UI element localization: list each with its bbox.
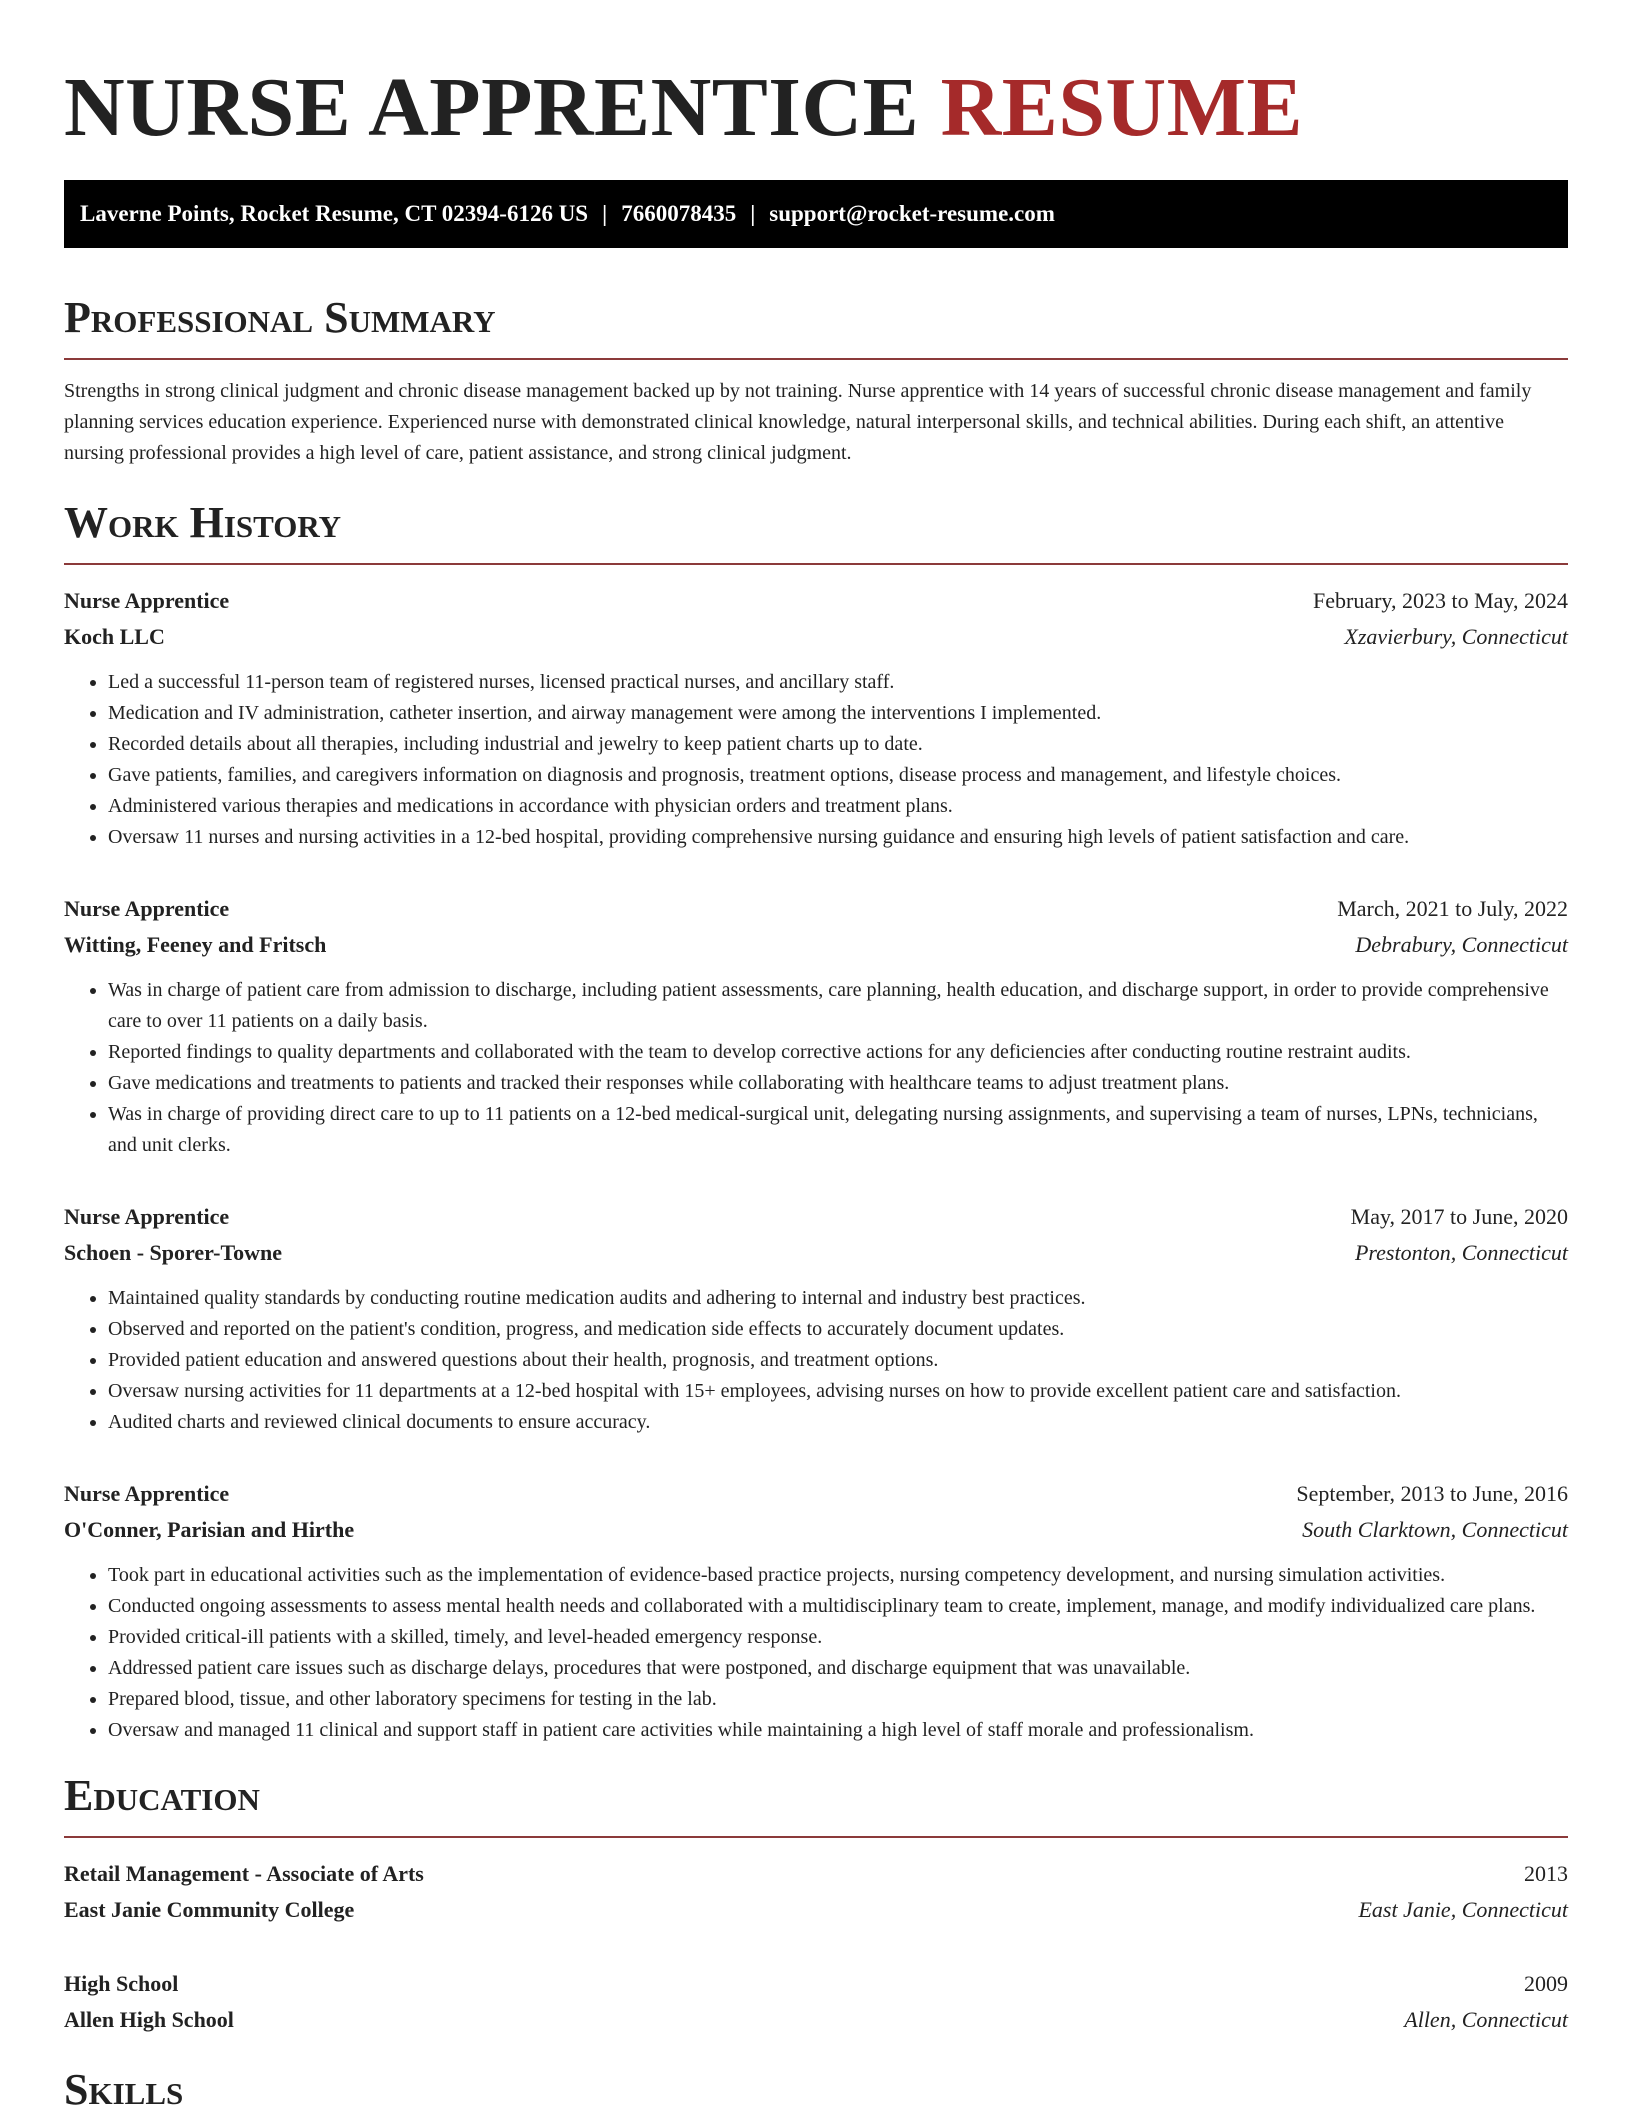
job-title: Nurse Apprentice	[64, 588, 230, 613]
job-bullet: • Administered various therapies and medications in accordance with physician orders and treatment plans.	[108, 791, 1568, 822]
job-bullet: • Observed and reported on the patient's condition, progress, and medication side effects to accurately document updates.	[108, 1314, 1568, 1345]
job-bullet-list	[64, 975, 1568, 1161]
education-list	[64, 1856, 1568, 2038]
education-entry	[64, 1856, 1568, 1928]
contact-separator: |	[750, 201, 756, 226]
resume-title	[64, 0, 1568, 156]
title-accent: RESUME	[940, 61, 1304, 154]
job-title-row	[64, 1476, 1568, 1512]
job-bullet: • Oversaw and managed 11 clinical and support staff in patient care activities while maintaining a high level of staff morale and professionalism.	[108, 1715, 1568, 1746]
job-bullet: • Provided patient education and answered questions about their health, prognosis, and treatment options.	[108, 1345, 1568, 1376]
job-title: Nurse Apprentice	[64, 896, 230, 921]
contact-phone: 7660078435	[621, 201, 737, 226]
job-location: Xzavierbury, Connecticut	[1344, 624, 1568, 649]
education-school: Allen High School	[64, 2007, 234, 2032]
job-bullet: • Oversaw 11 nurses and nursing activities in a 12-bed hospital, providing comprehensive nursing guidance and ensuring high levels of patient satisfaction and care.	[108, 822, 1568, 853]
education-degree: High School	[64, 1971, 179, 1996]
job-dates: February, 2023 to May, 2024	[1313, 588, 1568, 613]
contact-address: Laverne Points, Rocket Resume, CT 02394-6126 US	[80, 201, 589, 226]
education-degree: Retail Management - Associate of Arts	[64, 1861, 424, 1886]
education-school-row	[64, 2002, 1568, 2038]
job-bullet: • Oversaw nursing activities for 11 departments at a 12-bed hospital with 15+ employees, advising nurses on how to provide excellent patient care and satisfaction.	[108, 1376, 1568, 1407]
education-degree-row	[64, 1856, 1568, 1892]
job-bullet: • Reported findings to quality departments and collaborated with the team to develop corrective actions for any deficiencies after conducting routine restraint audits.	[108, 1037, 1568, 1068]
section-heading: Work History	[64, 498, 342, 547]
job-bullet: • Prepared blood, tissue, and other laboratory specimens for testing in the lab.	[108, 1684, 1568, 1715]
job-title-row	[64, 891, 1568, 927]
section-divider	[64, 1836, 1568, 1838]
education-school-row	[64, 1892, 1568, 1928]
section-divider	[64, 563, 1568, 565]
job-bullet: • Maintained quality standards by conducting routine medication audits and adhering to internal and industry best practices.	[108, 1283, 1568, 1314]
job-bullet: • Led a successful 11-person team of registered nurses, licensed practical nurses, and ancillary staff.	[108, 667, 1568, 698]
job-dates: March, 2021 to July, 2022	[1337, 896, 1568, 921]
job-company-row	[64, 927, 1568, 963]
job-company: O'Conner, Parisian and Hirthe	[64, 1517, 355, 1542]
professional-summary-section	[64, 292, 1568, 469]
education-year: 2013	[1524, 1861, 1568, 1886]
job-list	[64, 583, 1568, 1746]
section-heading: Skills	[64, 2065, 184, 2114]
job-dates: May, 2017 to June, 2020	[1350, 1204, 1568, 1229]
education-location: Allen, Connecticut	[1404, 2007, 1568, 2032]
job-bullet: • Was in charge of patient care from admission to discharge, including patient assessments, care planning, health education, and discharge support, in order to provide comprehensive care to over 11 patients on a daily basis.	[108, 975, 1568, 1037]
job-entry	[64, 891, 1568, 1161]
education-school: East Janie Community College	[64, 1897, 355, 1922]
job-entry	[64, 1199, 1568, 1438]
education-location: East Janie, Connecticut	[1358, 1897, 1568, 1922]
job-title-row	[64, 1199, 1568, 1235]
section-divider	[64, 358, 1568, 360]
job-bullet: • Provided critical-ill patients with a skilled, timely, and level-headed emergency response.	[108, 1622, 1568, 1653]
job-location: Prestonton, Connecticut	[1354, 1240, 1568, 1265]
job-company-row	[64, 1235, 1568, 1271]
job-bullet: • Took part in educational activities such as the implementation of evidence-based practice projects, nursing competency development, and nursing simulation activities.	[108, 1560, 1568, 1591]
contact-bar	[64, 180, 1568, 248]
job-company-row	[64, 619, 1568, 655]
job-bullet: • Conducted ongoing assessments to assess mental health needs and collaborated with a multidisciplinary team to create, implement, manage, and modify individualized care plans.	[108, 1591, 1568, 1622]
title-main: NURSE APPRENTICE	[64, 61, 920, 154]
section-heading: Professional Summary	[64, 293, 496, 342]
job-company: Witting, Feeney and Fritsch	[64, 932, 327, 957]
job-company: Koch LLC	[64, 624, 165, 649]
contact-email[interactable]: support@rocket-resume.com	[769, 201, 1055, 226]
education-entry	[64, 1966, 1568, 2038]
job-bullet-list	[64, 1560, 1568, 1746]
education-section	[64, 1770, 1568, 2038]
job-bullet: • Was in charge of providing direct care to up to 11 patients on a 12-bed medical-surgical unit, delegating nursing assignments, and supervising a team of nurses, LPNs, technicians, and unit clerks.	[108, 1099, 1568, 1161]
work-history-section	[64, 497, 1568, 1746]
job-dates: September, 2013 to June, 2016	[1296, 1481, 1568, 1506]
job-bullet: • Recorded details about all therapies, including industrial and jewelry to keep patient charts up to date.	[108, 729, 1568, 760]
job-company: Schoen - Sporer-Towne	[64, 1240, 282, 1265]
section-heading: Education	[64, 1771, 260, 1820]
summary-text: Strengths in strong clinical judgment and chronic disease management backed up by not training. Nurse apprentice with 14 years of successful chronic disease management and family planning services education experience. Experienced nurse with demonstrated clinical knowledge, natural interpersonal skills, and technical abilities. During each shift, an attentive nursing professional provides a high level of care, patient assistance, and strong clinical judgment.	[64, 380, 1532, 464]
job-bullet: • Gave patients, families, and caregivers information on diagnosis and prognosis, treatment options, disease process and management, and lifestyle choices.	[108, 760, 1568, 791]
job-bullet: • Audited charts and reviewed clinical documents to ensure accuracy.	[108, 1407, 1568, 1438]
job-title: Nurse Apprentice	[64, 1481, 230, 1506]
contact-separator: |	[602, 201, 608, 226]
education-year: 2009	[1524, 1971, 1568, 1996]
job-title: Nurse Apprentice	[64, 1204, 230, 1229]
job-title-row	[64, 583, 1568, 619]
job-bullet: • Medication and IV administration, catheter insertion, and airway management were among the interventions I implemented.	[108, 698, 1568, 729]
job-bullet-list	[64, 667, 1568, 853]
job-bullet: • Addressed patient care issues such as discharge delays, procedures that were postponed, and discharge equipment that was unavailable.	[108, 1653, 1568, 1684]
job-location: South Clarktown, Connecticut	[1302, 1517, 1568, 1542]
education-degree-row	[64, 1966, 1568, 2002]
job-entry	[64, 583, 1568, 853]
job-company-row	[64, 1512, 1568, 1548]
job-bullet-list	[64, 1283, 1568, 1438]
skills-section	[64, 2064, 1568, 2116]
job-entry	[64, 1476, 1568, 1746]
job-location: Debrabury, Connecticut	[1355, 932, 1568, 957]
job-bullet: • Gave medications and treatments to patients and tracked their responses while collaborating with healthcare teams to adjust treatment plans.	[108, 1068, 1568, 1099]
